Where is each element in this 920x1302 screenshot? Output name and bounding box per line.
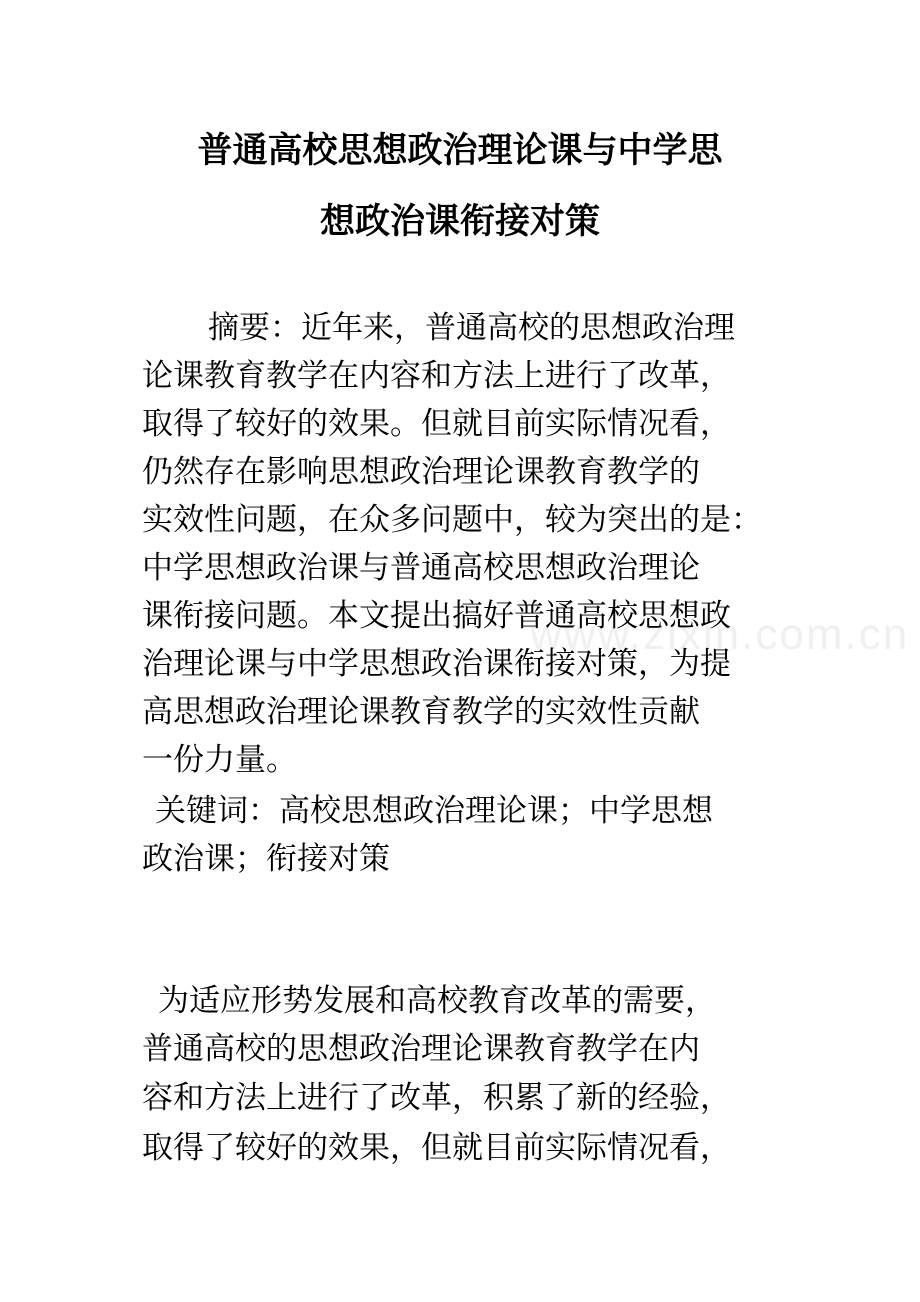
abstract-line: 治理论课与中学思想政治课衔接对策，为提 [142, 646, 731, 682]
document-title-line-2: 想政治课衔接对策 [319, 202, 600, 242]
body-line: 取得了较好的效果，但就目前实际情况看， [142, 1130, 731, 1166]
body-line: 为适应形势发展和高校教育改革的需要， [158, 983, 716, 1019]
abstract-line: 中学思想政治课与普通高校思想政治理论 [142, 550, 700, 586]
abstract-line: 取得了较好的效果。但就目前实际情况看， [142, 406, 731, 442]
abstract-line: 高思想政治理论课教育教学的实效性贡献 [142, 694, 700, 730]
abstract-line: 仍然存在影响思想政治理论课教育教学的 [142, 454, 700, 490]
abstract-line: 摘要：近年来，普通高校的思想政治理 [208, 310, 735, 346]
abstract-line: 论课教育教学在内容和方法上进行了改革， [142, 358, 731, 394]
abstract-line: 一份力量。 [142, 742, 297, 778]
body-line: 容和方法上进行了改革，积累了新的经验， [142, 1080, 731, 1116]
document-title-line-1: 普通高校思想政治理论课与中学思 [197, 131, 723, 171]
body-line: 普通高校的思想政治理论课教育教学在内 [142, 1031, 700, 1067]
abstract-line: 实效性问题，在众多问题中，较为突出的是： [142, 502, 762, 538]
abstract-line: 课衔接问题。本文提出搞好普通高校思想政 [142, 598, 731, 634]
keywords-line: 关键词：高校思想政治理论课；中学思想 [155, 793, 713, 829]
watermark-text: www.zixin.com.cn [530, 610, 910, 659]
keywords-line: 政治课；衔接对策 [142, 841, 390, 877]
